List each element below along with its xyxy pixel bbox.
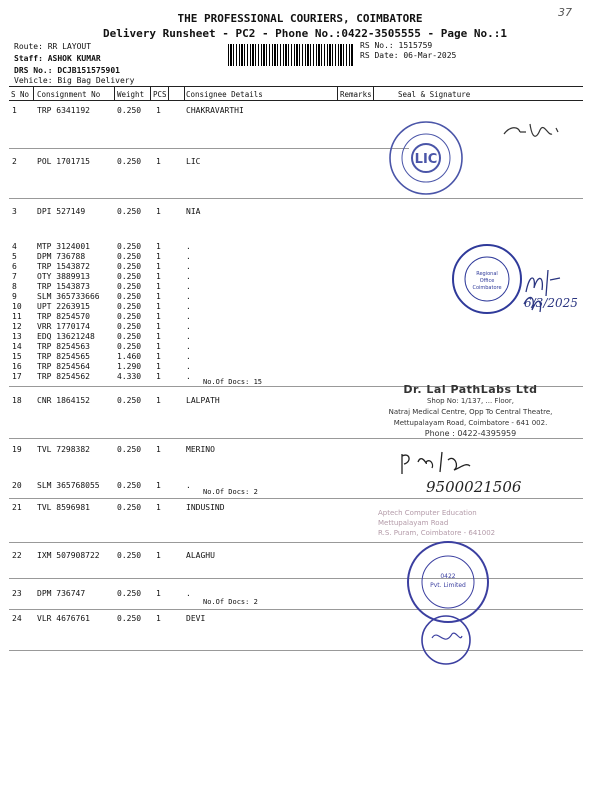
row-weight: 0.250 (117, 342, 142, 351)
row-weight: 0.250 (117, 272, 142, 281)
col-divider (373, 86, 374, 101)
row-pcs: 1 (156, 292, 161, 301)
row-sno: 21 (12, 503, 22, 512)
row-sno: 24 (12, 614, 22, 623)
row-consignment: EDQ 13621248 (37, 332, 95, 341)
col-divider (150, 86, 151, 101)
signature-row-1 (500, 118, 570, 148)
row-sno: 18 (12, 396, 22, 405)
row-separator (9, 578, 583, 579)
lalpath-name: Dr. Lal PathLabs Ltd (403, 383, 538, 396)
row-pcs: 1 (156, 503, 161, 512)
row-consignee: MERINO (186, 445, 215, 454)
drs-label: DRS No.: DCJB151575901 (14, 66, 120, 75)
row-sno: 20 (12, 481, 22, 490)
row-consignment: DPM 736788 (37, 252, 86, 261)
row-consignee: DEVI (186, 614, 206, 623)
company-title: THE PROFESSIONAL COURIERS, COIMBATORE (177, 12, 423, 25)
row-consignment: UPT 2263915 (37, 302, 90, 311)
row-sno: 23 (12, 589, 22, 598)
row-pcs: 1 (156, 242, 161, 251)
doc-count: No.Of Docs: 15 (203, 378, 263, 386)
row-consignment: TRP 8254563 (37, 342, 90, 351)
col-header-consignment: Consignment No (37, 90, 101, 99)
row-consignee: . (186, 282, 191, 291)
row-sno: 3 (12, 207, 17, 216)
row-separator (9, 498, 583, 499)
row-pcs: 1 (156, 312, 161, 321)
row-separator (9, 198, 583, 199)
row-consignee: . (186, 589, 191, 598)
row-sno: 1 (12, 106, 17, 115)
row-sno: 22 (12, 551, 22, 560)
row-pcs: 1 (156, 372, 161, 381)
row-consignee: ALAGHU (186, 551, 215, 560)
row-consignment: TRP 8254565 (37, 352, 90, 361)
row-weight: 1.290 (117, 362, 142, 371)
col-divider (337, 86, 338, 101)
row-pcs: 1 (156, 445, 161, 454)
row-sno: 5 (12, 252, 17, 261)
col-divider (168, 86, 169, 101)
doc-count: No.Of Docs: 2 (203, 488, 258, 496)
row-separator (9, 609, 583, 610)
row-pcs: 1 (156, 302, 161, 311)
row-sno: 13 (12, 332, 22, 341)
row-pcs: 1 (156, 282, 161, 291)
row-consignment: DPM 736747 (37, 589, 86, 598)
col-divider (114, 86, 115, 101)
lalpath-phone: Phone : 0422-4395959 (424, 429, 517, 438)
row-consignee: . (186, 332, 191, 341)
row-pcs: 1 (156, 322, 161, 331)
row-pcs: 1 (156, 614, 161, 623)
row-consignee: NIA (186, 207, 201, 216)
row-weight: 0.250 (117, 252, 142, 261)
row-weight: 1.460 (117, 352, 142, 361)
svg-text:Regional: Regional (476, 271, 498, 277)
row-separator (9, 148, 409, 149)
row-weight: 0.250 (117, 106, 142, 115)
signature-row-19 (396, 448, 506, 478)
row-consignee: LIC (186, 157, 201, 166)
row-consignee: CHAKRAVARTHI (186, 106, 244, 115)
col-header-pcs: PCS (153, 90, 167, 99)
row-pcs: 1 (156, 551, 161, 560)
row-consignee: . (186, 362, 191, 371)
row-consignment: TRP 8254564 (37, 362, 90, 371)
row-consignment: MTP 3124001 (37, 242, 90, 251)
row-consignment: TRP 6341192 (37, 106, 90, 115)
lalpath-address-3: Mettupalayam Road, Coimbatore - 641 002. (393, 419, 548, 427)
row-consignee: . (186, 372, 191, 381)
row-consignee: . (186, 481, 191, 490)
row-sno: 19 (12, 445, 22, 454)
row-consignee: . (186, 242, 191, 251)
row-weight: 0.250 (117, 207, 142, 216)
row-consignment: TRP 1543872 (37, 262, 90, 271)
row-weight: 0.250 (117, 302, 142, 311)
lalpath-stamp (378, 383, 563, 438)
row-weight: 0.250 (117, 282, 142, 291)
alaghu-stamp (402, 538, 494, 668)
col-divider (33, 86, 34, 101)
row-weight: 0.250 (117, 445, 142, 454)
row-pcs: 1 (156, 272, 161, 281)
indusind-faint-stamp: Aptech Computer Education Mettupalayam Road R.S. Puram, Coimbatore - 641002 (378, 509, 496, 537)
rs-number: RS No.: 1515759 (360, 41, 433, 50)
lic-stamp (386, 118, 466, 198)
col-header-remarks: Remarks (340, 90, 372, 99)
row-pcs: 1 (156, 262, 161, 271)
row-weight: 0.250 (117, 242, 142, 251)
rs-date: RS Date: 06-Mar-2025 (360, 51, 457, 60)
svg-text:0422: 0422 (440, 573, 456, 580)
col-header-seal: Seal & Signature (398, 90, 471, 99)
row-weight: 0.250 (117, 292, 142, 301)
row-consignee: . (186, 252, 191, 261)
row-sno: 10 (12, 302, 22, 311)
row-consignee: . (186, 302, 191, 311)
row-consignment: CNR 1864152 (37, 396, 90, 405)
row-sno: 2 (12, 157, 17, 166)
row-consignee: . (186, 342, 191, 351)
handwritten-date: 6/3/2025 (524, 296, 578, 310)
handwritten-page-number: 37 (558, 6, 572, 19)
row-consignee: . (186, 262, 191, 271)
row-separator (9, 438, 583, 439)
row-pcs: 1 (156, 589, 161, 598)
row-sno: 7 (12, 272, 17, 281)
svg-text:Office: Office (479, 278, 495, 284)
lalpath-address-1: Shop No: 1/137, ... Floor, (426, 397, 515, 405)
row-weight: 0.250 (117, 322, 142, 331)
row-pcs: 1 (156, 332, 161, 341)
row-consignee: . (186, 272, 191, 281)
table-top-border (9, 86, 583, 87)
handwritten-phone: 9500021506 (426, 478, 522, 496)
svg-text:Coimbatore: Coimbatore (472, 285, 502, 291)
row-pcs: 1 (156, 106, 161, 115)
row-pcs: 1 (156, 342, 161, 351)
row-weight: 0.250 (117, 396, 142, 405)
runsheet-subtitle: Delivery Runsheet - PC2 - Phone No.:0422-3505555 - Page No.:1 (103, 27, 507, 40)
row-weight: 0.250 (117, 157, 142, 166)
row-consignment: IXM 507908722 (37, 551, 100, 560)
row-weight: 4.330 (117, 372, 142, 381)
row-weight: 0.250 (117, 312, 142, 321)
col-header-consignee: Consignee Details (186, 90, 263, 99)
lic-stamp-text: LIC (414, 152, 438, 167)
row-consignment: TVL 7298382 (37, 445, 90, 454)
row-pcs: 1 (156, 252, 161, 261)
row-consignment: OTY 3889913 (37, 272, 90, 281)
row-separator (9, 650, 583, 651)
row-sno: 17 (12, 372, 22, 381)
row-consignment: POL 1701715 (37, 157, 90, 166)
barcode (228, 44, 354, 66)
row-consignment: SLM 365768055 (37, 481, 100, 490)
row-weight: 0.250 (117, 551, 142, 560)
row-sno: 14 (12, 342, 22, 351)
row-separator (9, 542, 583, 543)
row-sno: 8 (12, 282, 17, 291)
row-weight: 0.250 (117, 503, 142, 512)
row-consignment: DPI 527149 (37, 207, 86, 216)
row-weight: 0.250 (117, 262, 142, 271)
route-label: Route: RR LAYOUT (14, 42, 92, 51)
row-weight: 0.250 (117, 589, 142, 598)
row-sno: 6 (12, 262, 17, 271)
row-consignment: TRP 8254570 (37, 312, 90, 321)
row-sno: 16 (12, 362, 22, 371)
row-consignment: SLM 365733666 (37, 292, 100, 301)
row-consignee: LALPATH (186, 396, 220, 405)
row-consignee: . (186, 352, 191, 361)
nia-stamp (448, 240, 526, 318)
col-header-sno: S No (11, 90, 30, 99)
row-pcs: 1 (156, 207, 161, 216)
row-sno: 9 (12, 292, 17, 301)
row-sno: 4 (12, 242, 17, 251)
table-header-border (9, 100, 583, 101)
doc-count: No.Of Docs: 2 (203, 598, 258, 606)
row-consignee: INDUSIND (186, 503, 225, 512)
row-pcs: 1 (156, 352, 161, 361)
row-weight: 0.250 (117, 614, 142, 623)
row-sno: 11 (12, 312, 22, 321)
row-weight: 0.250 (117, 481, 142, 490)
col-divider (184, 86, 185, 101)
row-consignee: . (186, 292, 191, 301)
row-consignment: TRP 8254562 (37, 372, 90, 381)
staff-label: Staff: ASHOK KUMAR (14, 54, 101, 63)
row-consignment: TRP 1543873 (37, 282, 90, 291)
row-sno: 12 (12, 322, 22, 331)
row-consignee: . (186, 322, 191, 331)
row-pcs: 1 (156, 481, 161, 490)
row-consignee: . (186, 312, 191, 321)
row-pcs: 1 (156, 157, 161, 166)
row-consignment: VRR 1770174 (37, 322, 90, 331)
col-header-weight: Weight (117, 90, 145, 99)
row-consignment: TVL 8596981 (37, 503, 90, 512)
svg-text:Pvt. Limited: Pvt. Limited (430, 582, 466, 589)
lalpath-address-2: Natraj Medical Centre, Opp To Central Theatre, (388, 408, 553, 416)
row-consignment: VLR 4676761 (37, 614, 90, 623)
row-pcs: 1 (156, 396, 161, 405)
vehicle-label: Vehicle: Big Bag Delivery (14, 76, 135, 85)
row-pcs: 1 (156, 362, 161, 371)
row-sno: 15 (12, 352, 22, 361)
row-weight: 0.250 (117, 332, 142, 341)
